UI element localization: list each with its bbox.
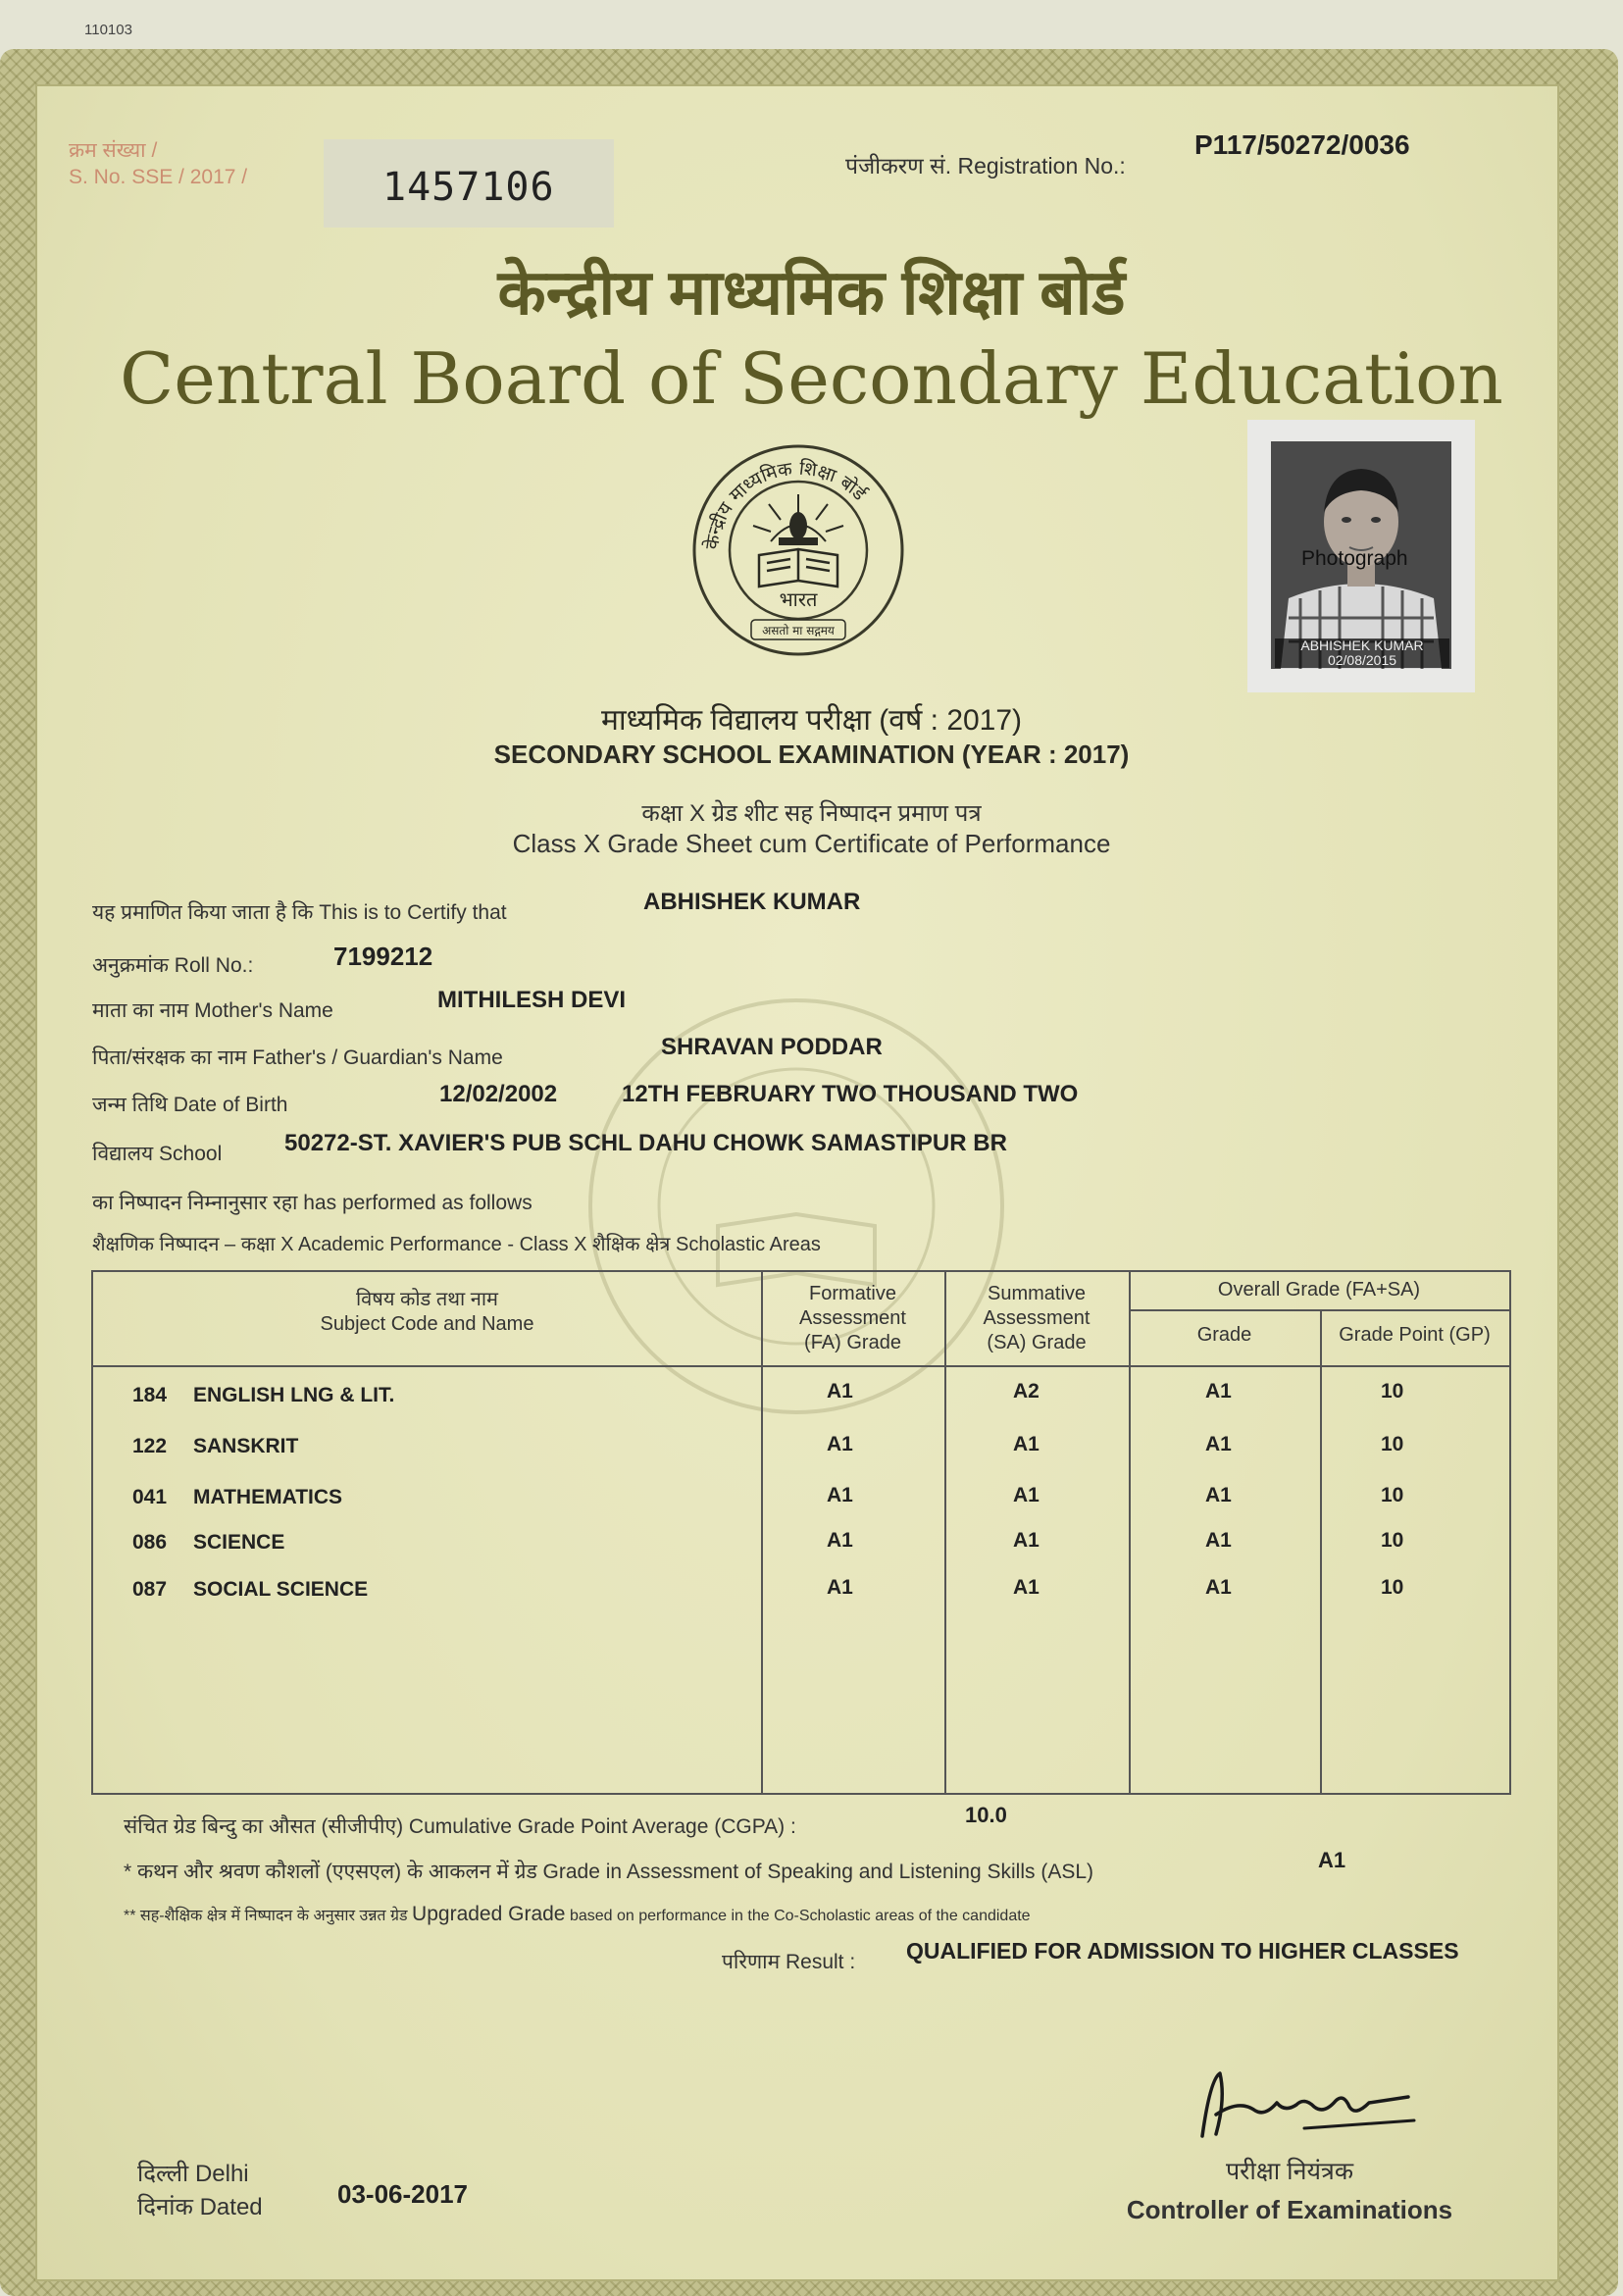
emblem-country: भारत bbox=[779, 587, 818, 611]
candidate-name: ABHISHEK KUMAR bbox=[643, 889, 861, 915]
subject-code: 087 bbox=[132, 1578, 168, 1601]
issue-date: 03-06-2017 bbox=[337, 2179, 468, 2209]
grade-header: Grade bbox=[1196, 1324, 1252, 1346]
subject-name: ENGLISH LNG & LIT. bbox=[193, 1384, 395, 1406]
fa-grade: A1 bbox=[827, 1529, 853, 1552]
gp-header: Grade Point (GP) bbox=[1339, 1324, 1491, 1346]
grade-point: 10 bbox=[1381, 1433, 1404, 1455]
emblem-motto: असतो मा सद्गमय bbox=[762, 624, 835, 638]
overall-grade: A1 bbox=[1205, 1576, 1232, 1599]
certificate-subtitle-hindi: कक्षा X ग्रेड शीट सह निष्पादन प्रमाण पत्र bbox=[641, 800, 982, 827]
sa-grade: A2 bbox=[1013, 1380, 1040, 1403]
registration-number: P117/50272/0036 bbox=[1194, 129, 1410, 160]
overall-grade: A1 bbox=[1205, 1484, 1232, 1506]
overall-grade: A1 bbox=[1205, 1380, 1232, 1403]
subject-header bbox=[93, 1288, 761, 1337]
cgpa-label: संचित ग्रेड बिन्दु का औसत (सीजीपीए) Cumulative Grade Point Average (CGPA) : bbox=[124, 1815, 796, 1838]
controller-block bbox=[1079, 2154, 1500, 2225]
subject-header-en: Subject Code and Name bbox=[320, 1313, 534, 1335]
photo-label: Photograph bbox=[1301, 547, 1408, 570]
upgraded-hi: ** सह-शैक्षिक क्षेत्र में निष्पादन के अनुसार उन्नत ग्रेड bbox=[124, 1908, 408, 1924]
row-divider bbox=[1129, 1309, 1509, 1311]
sa-grade: A1 bbox=[1013, 1433, 1040, 1455]
sa-header-line: Summative bbox=[987, 1283, 1087, 1304]
photo-caption bbox=[1275, 638, 1449, 668]
fa-header-line: Formative bbox=[809, 1283, 896, 1304]
cbse-emblem-icon bbox=[688, 439, 908, 661]
dated-label: दिनांक Dated bbox=[137, 2194, 263, 2220]
asl-label: * कथन और श्रवण कौशलों (एएसएल) के आकलन में ग्रेड Grade in Assessment of Speaking and Listening Skills (ASL) bbox=[124, 1861, 1094, 1883]
school-name: 50272-ST. XAVIER'S PUB SCHL DAHU CHOWK SAMASTIPUR BR bbox=[284, 1130, 1007, 1156]
sa-header bbox=[944, 1282, 1129, 1355]
result-value: QUALIFIED FOR ADMISSION TO HIGHER CLASSES bbox=[906, 1938, 1459, 1964]
header-divider bbox=[93, 1365, 1509, 1367]
sa-header-line: (SA) Grade bbox=[987, 1332, 1087, 1353]
dob-label: जन्म तिथि Date of Birth bbox=[92, 1094, 288, 1116]
subject-name: SCIENCE bbox=[193, 1531, 285, 1554]
academic-performance-label: शैक्षणिक निष्पादन – कक्षा X Academic Performance - Class X शैक्षिक क्षेत्र Scholastic Areas bbox=[92, 1234, 821, 1255]
subject-code: 184 bbox=[132, 1384, 168, 1406]
certificate-subtitle-english: Class X Grade Sheet cum Certificate of Performance bbox=[512, 829, 1111, 858]
serial-label-hi: क्रम संख्या / bbox=[69, 139, 158, 162]
mother-name: MITHILESH DEVI bbox=[437, 987, 627, 1013]
subject-name: MATHEMATICS bbox=[193, 1486, 343, 1508]
controller-hi: परीक्षा नियंत्रक bbox=[1225, 2158, 1354, 2185]
registration-label: पंजीकरण सं. Registration No.: bbox=[845, 153, 1126, 179]
fa-grade: A1 bbox=[827, 1484, 853, 1506]
col-divider bbox=[1129, 1272, 1131, 1793]
serial-number: 1457106 bbox=[382, 165, 555, 210]
mother-label: माता का नाम Mother's Name bbox=[92, 999, 333, 1022]
certify-label: यह प्रमाणित किया जाता है कि This is to Certify that bbox=[92, 901, 507, 924]
document-code: 110103 bbox=[84, 22, 132, 38]
board-name-hindi: केन्द्रीय माध्यमिक शिक्षा बोर्ड bbox=[497, 257, 1126, 328]
signature-icon bbox=[1187, 2060, 1422, 2144]
upgraded-en: Upgraded Grade bbox=[412, 1903, 566, 1925]
subject-code: 122 bbox=[132, 1435, 168, 1457]
sa-header-line: Assessment bbox=[983, 1307, 1090, 1329]
asl-grade: A1 bbox=[1318, 1848, 1346, 1872]
overall-grade: A1 bbox=[1205, 1529, 1232, 1552]
fa-header-line: Assessment bbox=[799, 1307, 906, 1329]
school-label: विद्यालय School bbox=[92, 1143, 223, 1165]
fa-header-line: (FA) Grade bbox=[804, 1332, 901, 1353]
photo-caption-date: 02/08/2015 bbox=[1327, 652, 1397, 668]
controller-en: Controller of Examinations bbox=[1126, 2195, 1453, 2224]
fa-grade: A1 bbox=[827, 1380, 853, 1403]
exam-title-hindi: माध्यमिक विद्यालय परीक्षा (वर्ष : 2017) bbox=[600, 704, 1023, 737]
upgraded-grade-note bbox=[124, 1903, 1031, 1926]
subject-name: SANSKRIT bbox=[193, 1435, 299, 1457]
sa-grade: A1 bbox=[1013, 1529, 1040, 1552]
dob-in-words: 12TH FEBRUARY TWO THOUSAND TWO bbox=[622, 1081, 1079, 1107]
place-date-block bbox=[137, 2158, 263, 2224]
col-divider bbox=[1320, 1311, 1322, 1793]
subject-header-hi: विषय कोड तथा नाम bbox=[356, 1289, 498, 1310]
grade-point: 10 bbox=[1381, 1529, 1404, 1552]
sa-grade: A1 bbox=[1013, 1576, 1040, 1599]
board-name-english: Central Board of Secondary Education bbox=[120, 337, 1503, 420]
place-label: दिल्ली Delhi bbox=[137, 2161, 249, 2187]
serial-label-en: S. No. SSE / 2017 / bbox=[69, 166, 248, 188]
roll-number: 7199212 bbox=[333, 942, 433, 971]
subject-code: 086 bbox=[132, 1531, 168, 1554]
overall-grade: A1 bbox=[1205, 1433, 1232, 1455]
serial-label bbox=[69, 137, 247, 190]
father-name: SHRAVAN PODDAR bbox=[661, 1034, 883, 1060]
upgraded-note: based on performance in the Co-Scholastic areas of the candidate bbox=[569, 1908, 1031, 1924]
exam-title-english: SECONDARY SCHOOL EXAMINATION (YEAR : 2017) bbox=[493, 740, 1130, 769]
grade-table bbox=[91, 1270, 1511, 1795]
grade-point: 10 bbox=[1381, 1380, 1404, 1403]
result-label: परिणाम Result : bbox=[722, 1951, 856, 1973]
subject-name: SOCIAL SCIENCE bbox=[193, 1578, 369, 1601]
overall-grade-header: Overall Grade (FA+SA) bbox=[1217, 1279, 1421, 1301]
grade-point: 10 bbox=[1381, 1576, 1404, 1599]
roll-label: अनुक्रमांक Roll No.: bbox=[92, 954, 254, 977]
fa-grade: A1 bbox=[827, 1433, 853, 1455]
father-label: पिता/संरक्षक का नाम Father's / Guardian's Name bbox=[92, 1046, 503, 1069]
subject-code: 041 bbox=[132, 1486, 168, 1508]
grade-point: 10 bbox=[1381, 1484, 1404, 1506]
sa-grade: A1 bbox=[1013, 1484, 1040, 1506]
cgpa-value: 10.0 bbox=[965, 1803, 1007, 1827]
emblem-ring-text: केन्द्रीय माध्यमिक शिक्षा बोर्ड bbox=[701, 457, 871, 551]
dob-value: 12/02/2002 bbox=[439, 1081, 558, 1107]
fa-header bbox=[761, 1282, 944, 1355]
photo-caption-name: ABHISHEK KUMAR bbox=[1300, 638, 1424, 653]
performed-label: का निष्पादन निम्नानुसार रहा has performed as follows bbox=[92, 1192, 533, 1214]
fa-grade: A1 bbox=[827, 1576, 853, 1599]
